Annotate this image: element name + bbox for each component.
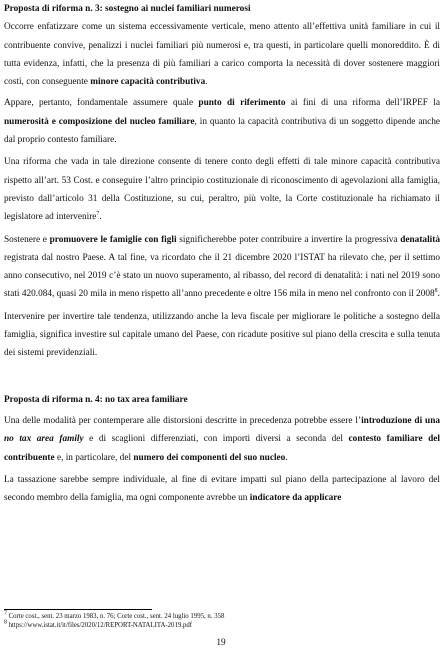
paragraph-7 xyxy=(4,471,440,508)
page-body xyxy=(4,0,440,507)
paragraph-2 xyxy=(4,94,440,149)
p7-bold: indicatore da applicare xyxy=(249,493,342,504)
p1-bold: minore capacità contributiva xyxy=(90,77,206,88)
p6-text-e: e, in particolare, del xyxy=(54,452,134,463)
p2-bold-a: punto di riferimento xyxy=(198,98,286,109)
p4-text-a: Sostenere e xyxy=(4,234,50,245)
footnote-separator xyxy=(4,609,152,610)
p6-bold-f: numero dei componenti del suo nucleo xyxy=(133,452,286,463)
footnote-7-number: 7 xyxy=(4,610,7,617)
p3-text: Una riforma che vada in tale direzione consente di tenere conto degli effetti di tale minore capacità contributiva rispetto all’art. 53 Cost. e conseguire l’altro principio costituzionale di riconoscimento di agevolazioni alla famiglia, previsto dall’articolo 31 della Costituzione, su cui, peraltro, più volte, la Corte costituzionale ha richiamato il legislatore ad intervenire xyxy=(4,157,440,223)
page-number: 19 xyxy=(216,638,226,648)
p1-end: . xyxy=(205,77,208,88)
p2-text-e: , in quanto la capacità contributiva di un soggetto dipende anche dal proprio contesto familiare. xyxy=(4,116,440,146)
footnote-7-text: Corte cost., sent. 23 marzo 1983, n. 76; Corte cost., sent. 24 luglio 1995, n. 358 xyxy=(6,613,225,620)
footnote-8-number: 8 xyxy=(4,620,7,627)
paragraph-3 xyxy=(4,153,440,226)
footnote-ref-8[interactable]: 8 xyxy=(434,288,438,295)
section-heading-proposal-3: Proposta di riforma n. 3: sostegno ai nuclei familiari numerosi xyxy=(4,4,251,14)
paragraph-4 xyxy=(4,231,440,304)
footnote-ref-7[interactable]: 7 xyxy=(96,211,100,218)
p6-bold-b-text: introduzione di una xyxy=(361,415,441,426)
footnote-8-link[interactable]: https://www.istat.it/it/files/2020/12/REPORT-NATALITA-2019.pdf xyxy=(6,622,193,630)
p2-bold-d: numerosità e composizione del nucleo familiare xyxy=(4,116,195,127)
footnote-7 xyxy=(4,612,440,621)
footnotes xyxy=(4,612,440,631)
paragraph-5: Intervenire per invertire tale tendenza, utilizzando anche la leva fiscale per migliorare le politiche a sostegno della famiglia, significa investire sul capitale umano del Paese, con ricadute positive sul piano della crescita e sulla tenuta dei sistemi previdenziali. xyxy=(4,311,440,359)
p6-text-a: Una delle modalità per contemperare alle distorsioni descritte in precedenza potrebbe essere l’ xyxy=(4,415,362,426)
p7-text: La tassazione sarebbe sempre individuale, al fine di evitare impatti sul piano della partecipazione al lavoro del secondo membro della famiglia, ma ogni componente avrebbe un xyxy=(4,474,440,504)
p4-text-e: registrata dal nostro Paese. A tal fine, va ricordato che il 21 dicembre 2020 l’ISTAT ha rilevato che, per il settimo anno consecutivo, nel 2019 c’è stato un nuovo superamento, al ribasso, del record di denatalità: i nati nel 2019 sono stati 420.084, quasi 20 mila in meno rispetto all’anno precedente e oltre 156 mila in meno nel confronto con il 2008 xyxy=(4,252,440,300)
section-heading-proposal-4: Proposta di riforma n. 4: no tax area familiare xyxy=(4,394,188,405)
p1-text: Occorre enfatizzare come un sistema eccessivamente verticale, meno attento all’effettiva unità familiare in cui il contribuente convive, penalizzi i nuclei familiari più numerosi e, tra questi, in particolare quelli monoreddito. È di tutta evidenza, infatti, che la presenza di più familiari a carico comporta la necessità di dover sostenere maggiori costi, con conseguente xyxy=(4,22,440,88)
p4-bold-b: promuovere le famiglie con figli xyxy=(49,234,177,245)
p2-text-c: ai fini di una riforma dell’IRPEF la xyxy=(285,98,441,109)
paragraph-1 xyxy=(4,18,440,91)
footnote-8 xyxy=(4,621,440,630)
p4-text-c: significherebbe poter contribuire a invertire la progressiva xyxy=(176,234,401,245)
p4-bold-d: denatalità xyxy=(400,234,440,245)
p2-text-a: Appare, pertanto, fondamentale assumere quale xyxy=(4,98,199,109)
p4-end: . xyxy=(437,289,440,300)
p6-end: . xyxy=(285,452,288,463)
p6-text-c: e di scaglioni differenziati, con importi diversi a seconda del xyxy=(83,434,349,445)
p3-end: . xyxy=(99,212,102,223)
p6-bold-italic: no tax area family xyxy=(4,434,84,445)
paragraph-6 xyxy=(4,412,440,467)
p6-bold-d: contesto familiare del contribuente xyxy=(4,434,440,463)
